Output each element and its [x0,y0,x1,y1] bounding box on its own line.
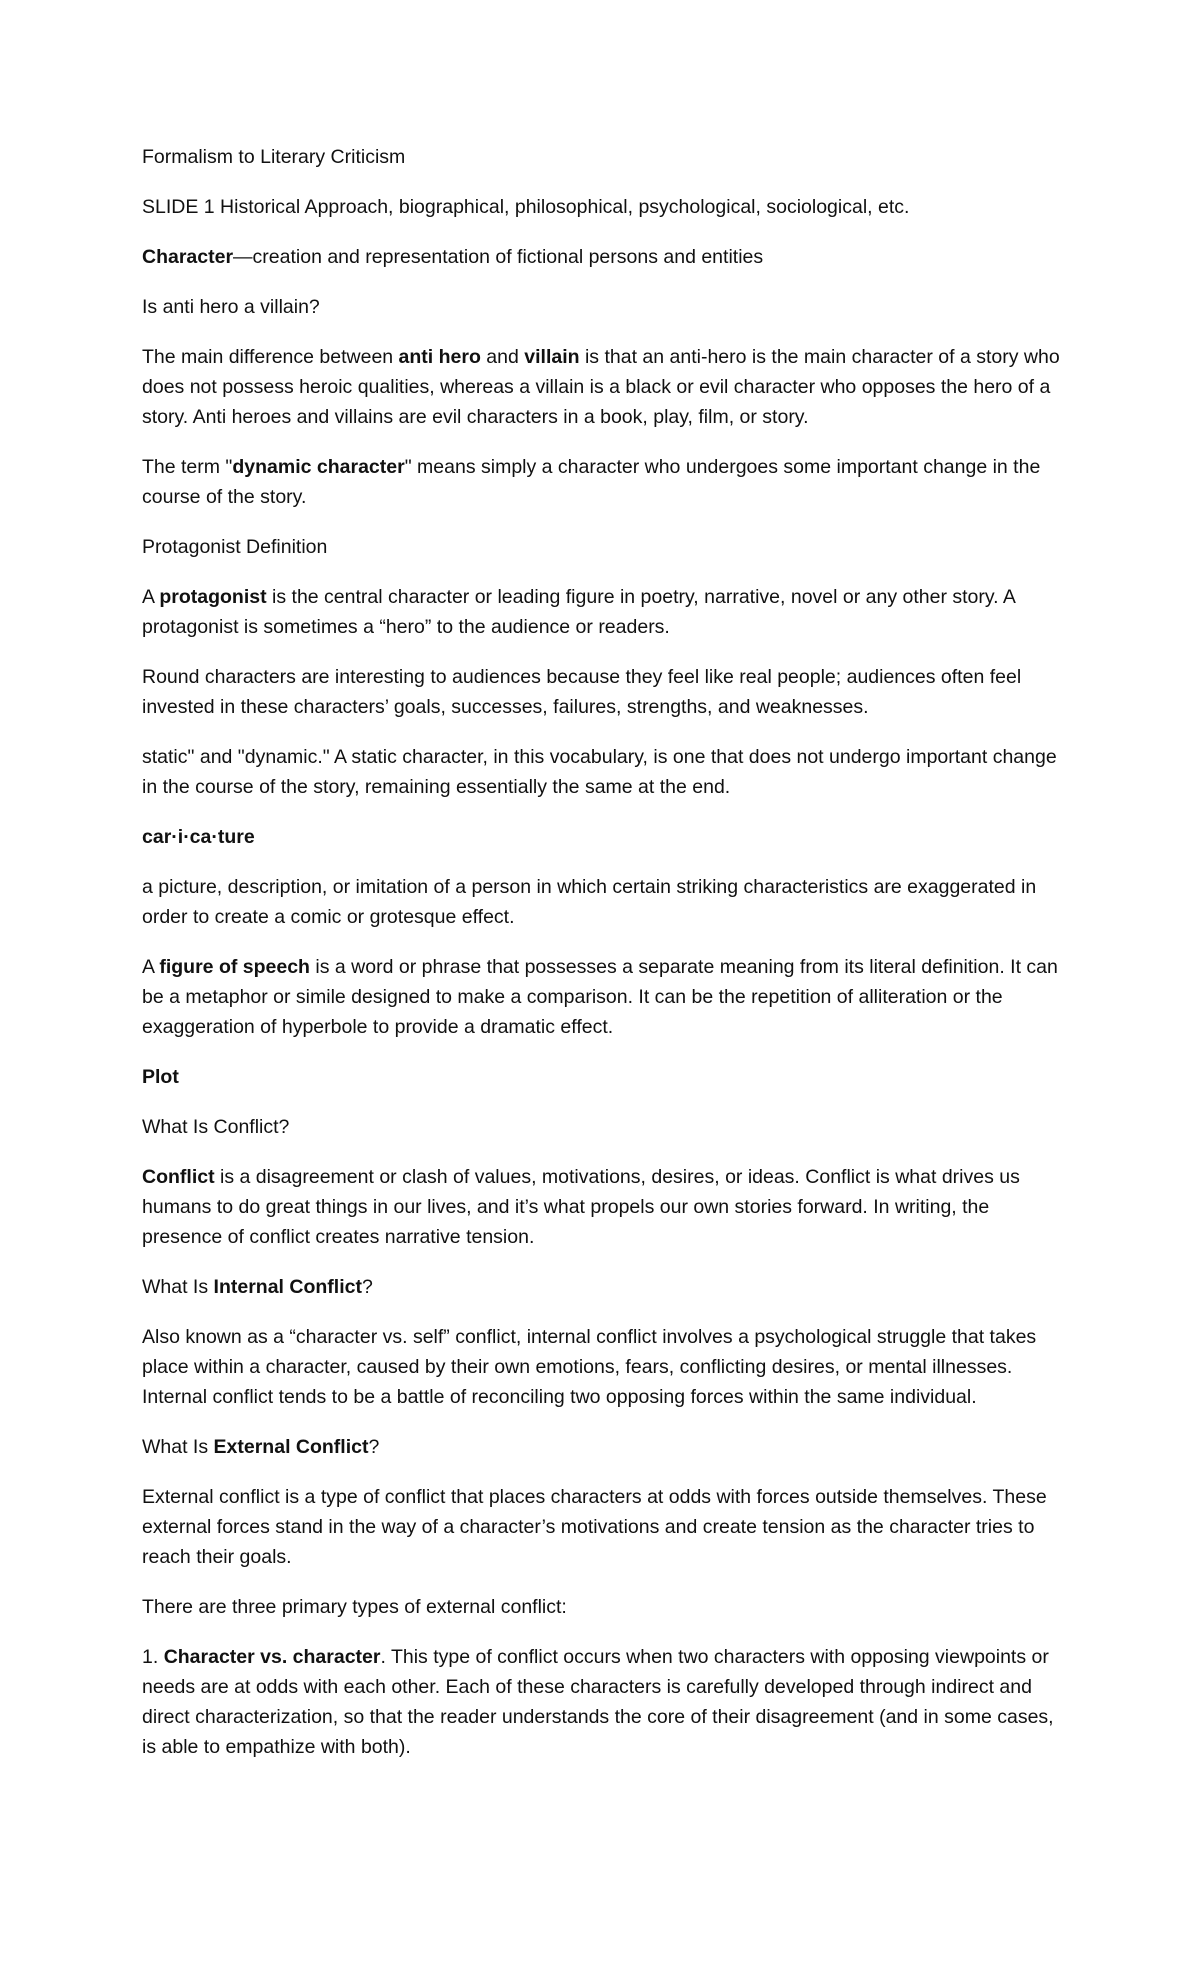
text: A [142,956,160,978]
term-figure-of-speech: figure of speech [159,956,310,978]
paragraph-dynamic-character [142,452,1062,512]
heading-protagonist-definition: Protagonist Definition [142,536,328,558]
paragraph-anti-hero-question: Is anti hero a villain? [142,296,320,318]
text: is a disagreement or clash of values, motivations, desires, or ideas. Conflict is what drives us humans to do great things in our lives, and it’s what propels our own stories forward. In writing, the presence of conflict creates narrative tension. [142,1166,1020,1248]
paragraph-anti-hero-villain [142,342,1062,432]
paragraph-static-dynamic: static" and "dynamic." A static character, in this vocabulary, is one that does not undergo important change in the course of the story, remaining essentially the same at the end. [142,746,1057,798]
term-dynamic-character: dynamic character [232,456,405,478]
term-conflict: Conflict [142,1166,215,1188]
document-title: Formalism to Literary Criticism [142,146,406,168]
text: A [142,586,160,608]
paragraph-slide-1: SLIDE 1 Historical Approach, biographical, philosophical, psychological, sociological, etc. [142,196,910,218]
text: ? [361,1276,373,1298]
text: and [480,346,525,368]
paragraph-external-conflict: External conflict is a type of conflict that places characters at odds with forces outside themselves. These external forces stand in the way of a character’s motivations and create tension as the character tries to reach their goals. [142,1486,1047,1568]
term-external-conflict: External Conflict [213,1436,369,1458]
paragraph-caricature-definition: a picture, description, or imitation of a person in which certain striking characteristics are exaggerated in order to create a comic or grotesque effect. [142,876,1037,928]
term-caricature: car·i·ca·ture [142,826,255,848]
paragraph-three-types: There are three primary types of external conflict: [142,1596,567,1618]
text: is that an anti-hero is the main character of a story who does not possess heroic qualities, whereas a villain is a black or evil character who opposes the hero of a story. Anti heroes and villains are evil characters in a book, play, film, or story. [142,346,1060,428]
term-protagonist: protagonist [159,586,267,608]
paragraph-internal-conflict: Also known as a “character vs. self” conflict, internal conflict involves a psychological struggle that takes place within a character, caused by their own emotions, fears, conflicting desires, or mental illnesses. Internal conflict tends to be a battle of reconciling two opposing forces within the same individual. [142,1326,1037,1408]
paragraph-character-vs-character [142,1642,1062,1762]
heading-what-is-conflict: What Is Conflict? [142,1116,290,1138]
paragraph-character [142,242,1062,272]
text: is a word or phrase that possesses a separate meaning from its literal definition. It can be a metaphor or simile designed to make a comparison. It can be the repetition of alliteration or the exaggeration of hyperbole to provide a dramatic effect. [142,956,1058,1038]
text: What Is [142,1436,214,1458]
text: 1. [142,1646,164,1668]
text: —creation and representation of fictional persons and entities [233,246,764,268]
text: is the central character or leading figure in poetry, narrative, novel or any other story. A protagonist is sometimes a “hero” to the audience or readers. [142,586,1015,638]
term-character: Character [142,246,234,268]
term-character-vs-character: Character vs. character [163,1646,381,1668]
text: The main difference between [142,346,399,368]
paragraph-figure-of-speech [142,952,1062,1042]
heading-plot: Plot [142,1066,179,1088]
text: ? [368,1436,380,1458]
text: What Is [142,1276,214,1298]
paragraph-round-characters: Round characters are interesting to audiences because they feel like real people; audiences often feel invested in these characters’ goals, successes, failures, strengths, and weaknesses. [142,666,1022,718]
document-page [142,142,1062,1782]
text: . This type of conflict occurs when two characters with opposing viewpoints or needs are at odds with each other. Each of these characters is carefully developed through indirect and direct characterization, so that the reader understands the core of their disagreement (and in some cases, is able to empathize with both). [142,1646,1054,1758]
text: " means simply a character who undergoes some important change in the course of the story. [142,456,1041,508]
paragraph-conflict [142,1162,1062,1252]
paragraph-protagonist [142,582,1062,642]
heading-internal-conflict [142,1272,1062,1302]
term-villain: villain [524,346,580,368]
heading-external-conflict [142,1432,1062,1462]
text: The term " [142,456,233,478]
term-internal-conflict: Internal Conflict [213,1276,362,1298]
term-anti-hero: anti hero [398,346,481,368]
